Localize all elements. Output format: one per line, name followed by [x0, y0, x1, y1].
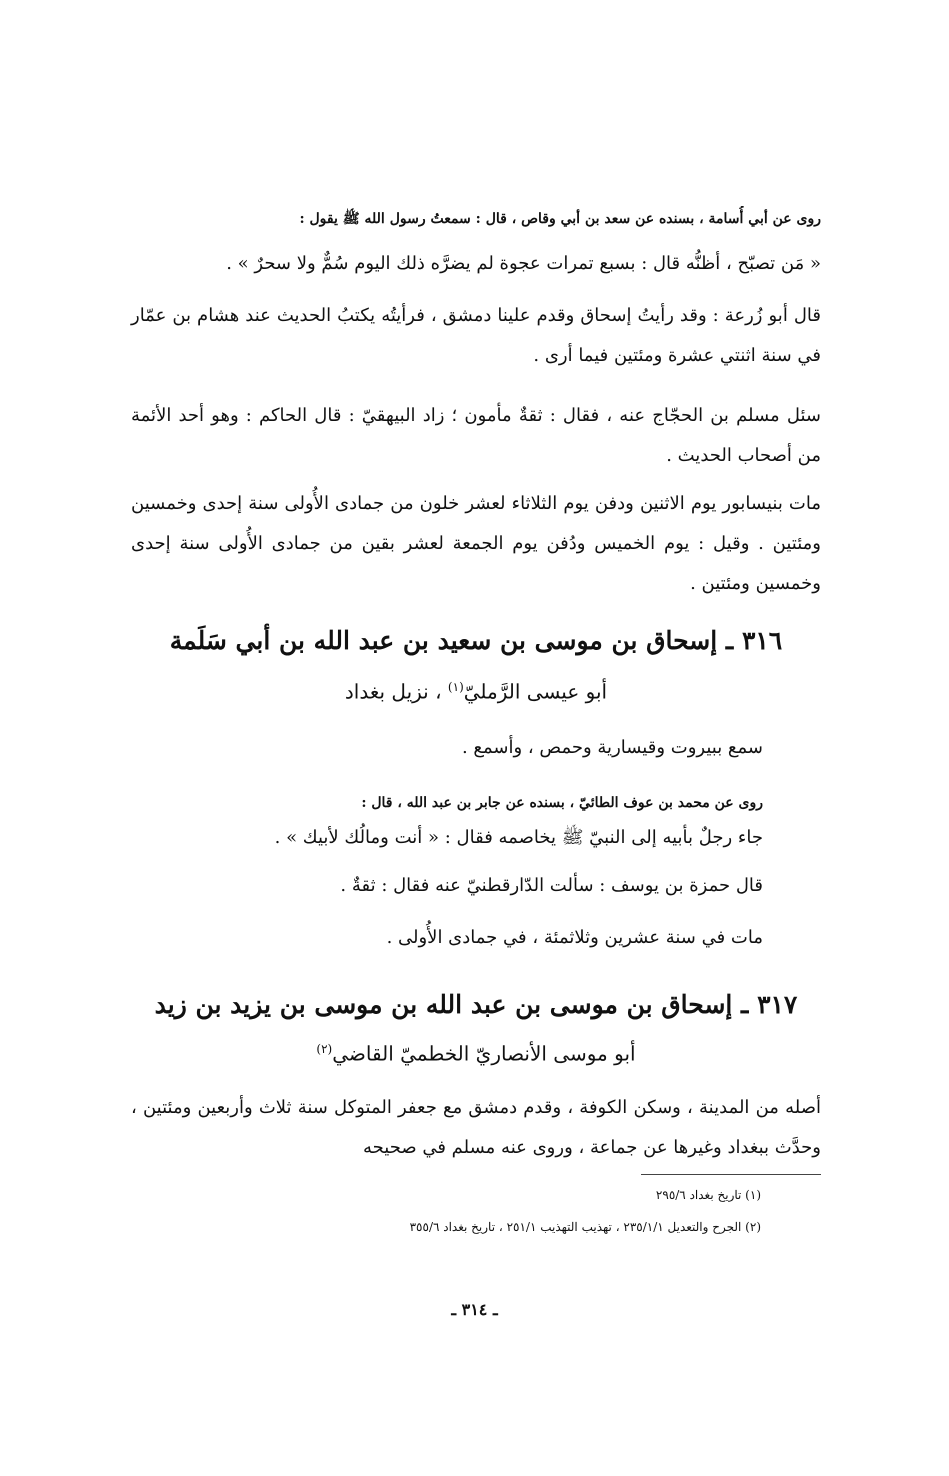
entry-316-narration: روى عن محمد بن عوف الطائيّ ، بسنده عن جابر بن عبد الله ، قال : [361, 795, 763, 811]
hadith-text-block [131, 248, 821, 280]
entry-317-paragraph: أصله من المدينة ، وسكن الكوفة ، وقدم دمشق مع جعفر المتوكل سنة ثلاث وأربعين ومئتين ، وحدَّث ببغداد وغيرها عن جماعة ، وروى عنه مسلم في صحيحه [131, 1097, 821, 1158]
paragraph-abu-zura: قال أبو زُرعة : وقد رأيتُ إسحاق وقدم علينا دمشق ، فرأيتُه يكتبُ الحديث عند هشام بن عمّار في سنة اثنتي عشرة ومئتين فيما أرى . [131, 305, 821, 366]
entry-317-heading [131, 986, 821, 1024]
hadith-narration-block [131, 206, 821, 232]
entry-316-death: مات في سنة عشرين وثلاثمئة ، في جمادى الأُولى . [386, 927, 763, 948]
footnote-ref-1: (١) [447, 680, 464, 694]
footnote-2: (٢) الجرح والتعديل ٢٣٥/١/١ ، تهذيب التهذيب ٢٥١/١ ، تاريخ بغداد ٣٥٥/٦ [409, 1220, 761, 1234]
entry-317-subheading [131, 1032, 821, 1071]
entry-316-nisba: أبو عيسى الرَّمليّ [463, 679, 608, 704]
entry-316-heading [131, 622, 821, 660]
narration-line: روى عن أبي أُسامة ، بسنده عن سعد بن أبي وقاص ، قال : سمعتُ رسول الله ﷺ يقول : [299, 211, 821, 227]
entry-316-hadith: جاء رجلٌ بأبيه إلى النبيّ ﷺ يخاصمه فقال : « أنت ومالُك لأبيك » . [274, 827, 763, 848]
page-number: ـ ٣١٤ ـ [451, 1300, 498, 1319]
entry-316-hamza: قال حمزة بن يوسف : سألت الدّارقطنيّ عنه فقال : ثقةٌ . [340, 875, 763, 896]
paragraph-death: مات بنيسابور يوم الاثنين ودفن يوم الثلاثاء لعشر خلون من جمادى الأُولى سنة إحدى وخمسين ومئتين . وقيل : يوم الخميس ودُفن يوم الجمعة لعشر بقين من جمادى الأُولى سنة إحدى وخمسين ومئتين . [131, 493, 821, 594]
footnote-ref-2: (٢) [316, 1042, 333, 1056]
entry-316-subheading [131, 670, 821, 709]
entry-317-nisba: أبو موسى الأنصاريّ الخطميّ القاضي [332, 1041, 636, 1066]
paragraph-muslim: سئل مسلم بن الحجّاج عنه ، فقال : ثقةٌ مأمون ؛ زاد البيهقيّ : قال الحاكم : وهو أحد الأئمة من أصحاب الحديث . [131, 405, 821, 466]
footnote-1: (١) تاريخ بغداد ٢٩٥/٦ [655, 1188, 761, 1202]
hadith-text-line: « مَن تصبّح ، أظنُّه قال : بسبع تمرات عجوة لم يضرَّه ذلك اليوم سُمٌّ ولا سحرٌ » . [226, 253, 821, 274]
entry-317-title: ٣١٧ ـ إسحاق بن موسى بن عبد الله بن موسى بن يزيد بن زيد [154, 990, 798, 1019]
entry-316-title: ٣١٦ ـ إسحاق بن موسى بن سعيد بن عبد الله بن أبي سَلَمة [169, 626, 783, 655]
entry-316-residence: ، نزيل بغداد [344, 679, 448, 704]
entry-316-line-heard: سمع ببيروت وقيسارية وحمص ، وأسمع . [461, 737, 763, 758]
footnote-separator [641, 1174, 821, 1175]
